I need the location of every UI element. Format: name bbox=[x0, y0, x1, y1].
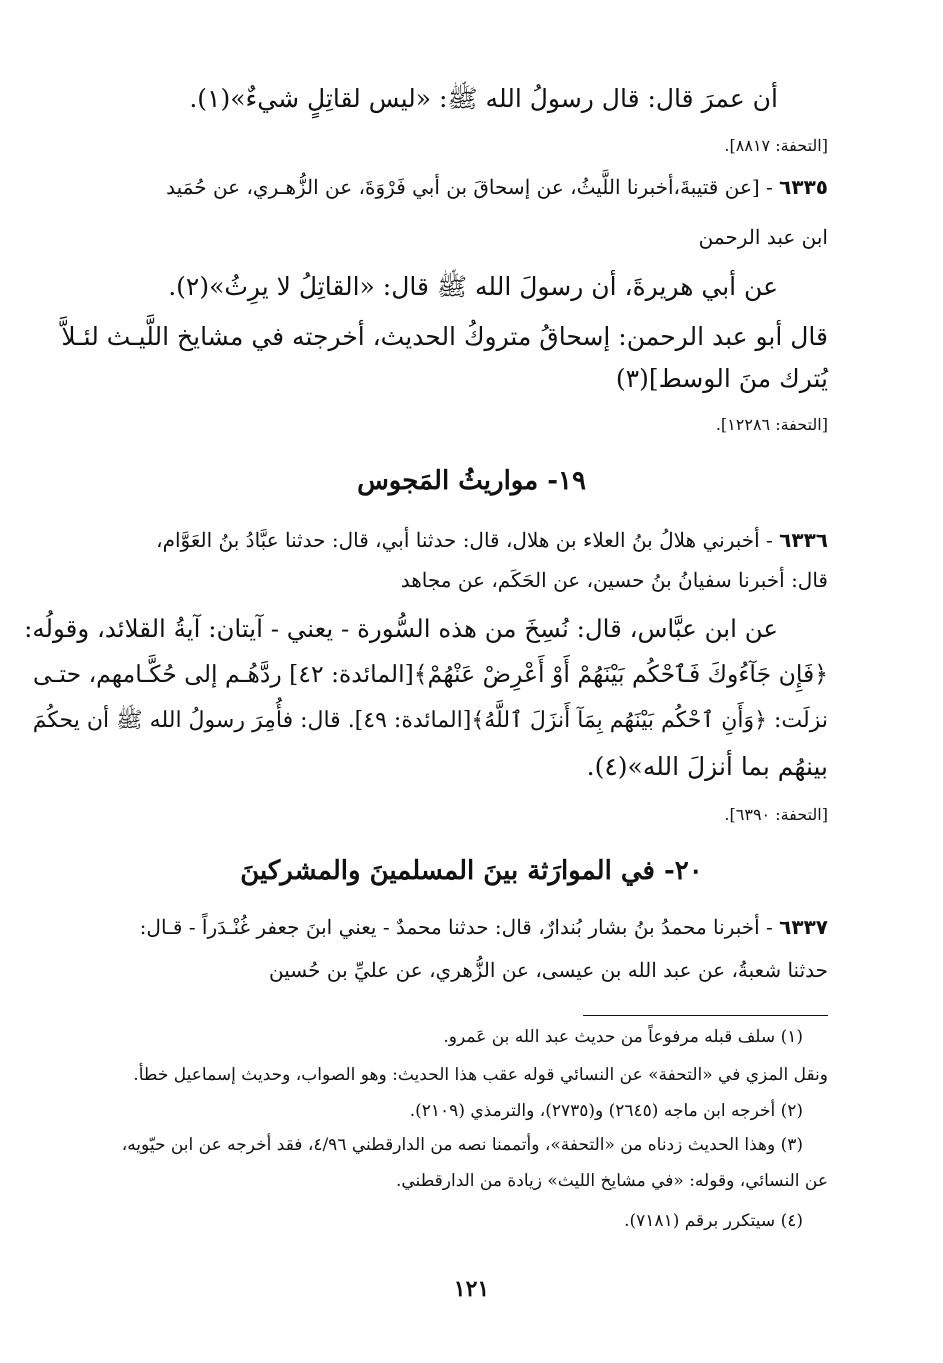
footnote: (٣) وهذا الحديث زدناه من «التحفة»، وأتممنا نصه من الدارقطني ٤/٩٦، فقد أخرجه عن ابن حيّويه، bbox=[121, 1135, 803, 1155]
hadith-line: عن أبي هريرةَ، أن رسولَ الله ﷺ قال: «القاتِلُ لا يرِثُ»(٢). bbox=[168, 272, 778, 301]
isnad-text: - أخبرني هلالُ بنُ العلاء بن هلال، قال: حدثنا أبي، قال: حدثنا عبَّادُ بنُ العَوَّام، bbox=[156, 528, 773, 552]
hadith-6337-isnad bbox=[140, 912, 828, 942]
tuhfa-reference: [التحفة: ٦٣٩٠]. bbox=[724, 805, 828, 824]
isnad-line: حدثنا شعبةُ، عن عبد الله بن عيسى، عن الزُّهري، عن عليِّ بن حُسين bbox=[269, 958, 828, 982]
commentary-line: قال أبو عبد الرحمن: إسحاقُ متروكُ الحديث، أخرجته في مشايخ اللَّيـث لئـلاَّ bbox=[61, 322, 828, 351]
footnote: (١) سلف قبله مرفوعاً من حديث عبد الله بن عَمرو. bbox=[443, 1027, 803, 1047]
chapter-heading-20: ٢٠- في الموارَثة بينَ المسلمينَ والمشركينَ bbox=[240, 856, 703, 886]
hadith-6335-isnad bbox=[166, 172, 828, 202]
hadith-line: بينهُم بما أنزلَ الله»(٤). bbox=[586, 752, 828, 781]
hadith-6336-isnad bbox=[156, 525, 828, 555]
page-number: ١٢١ bbox=[453, 1276, 490, 1302]
hadith-line: نزلَت: ﴿وَأَنِ ٱحْكُم بَيْنَهُم بِمَآ أَنزَلَ ٱللَّهُ﴾[المائدة: ٤٩]. قال: فأُمِرَ رسولُ الله ﷺ أن يحكُمَ bbox=[32, 708, 828, 733]
footnote: (٢) أخرجه ابن ماجه (٢٦٤٥) و(٢٧٣٥)، والترمذي (٢١٠٩). bbox=[409, 1101, 803, 1121]
isnad-text: - أخبرنا محمدُ بنُ بشار بُندارٌ، قال: حدثنا محمدٌ - يعني ابنَ جعفر غُنْـدَراً - قـال: bbox=[139, 915, 773, 939]
hadith-number: ٦٣٣٥ bbox=[779, 175, 828, 199]
isnad-line: ابن عبد الرحمن bbox=[698, 225, 828, 249]
commentary-line: يُترك منَ الوسط](٣) bbox=[615, 364, 828, 393]
isnad-text: - [عن قتيبةَ،أخبرنا اللَّيثُ، عن إسحاقَ بن أبي فَرْوَةَ، عن الزُّهـري، عن حُمَيد bbox=[166, 175, 773, 199]
footnote-separator bbox=[583, 1015, 828, 1016]
hadith-number: ٦٣٣٦ bbox=[779, 528, 828, 552]
footnote: عن النسائي، وقوله: «في مشايخ الليث» زيادة من الدارقطني. bbox=[395, 1171, 828, 1191]
hadith-number: ٦٣٣٧ bbox=[779, 915, 828, 939]
footnote: (٤) سيتكرر برقم (٧١٨١). bbox=[624, 1211, 803, 1231]
tuhfa-reference: [التحفة: ١٢٢٨٦]. bbox=[715, 415, 828, 434]
hadith-line: أن عمرَ قال: قال رسولُ الله ﷺ: «ليس لقاتِلٍ شيءٌ»(١). bbox=[189, 84, 778, 113]
hadith-line: ﴿فَإِن جَآءُوكَ فَٱحْكُم بَيْنَهُمْ أَوْ أَعْرِضْ عَنْهُمْ﴾[المائدة: ٤٢] ردَّهُـم إلى حُكَّـامهم، حتـى bbox=[33, 660, 828, 688]
tuhfa-reference: [التحفة: ٨٨١٧]. bbox=[724, 136, 828, 155]
hadith-line: عن ابن عبَّاس، قال: نُسِخَ من هذه السُّورة - يعني - آيتان: آيةُ القلائد، وقولُه: bbox=[24, 614, 778, 643]
footnote: ونقل المزي في «التحفة» عن النسائي قوله عقب هذا الحديث: وهو الصواب، وحديث إسماعيل خطأ. bbox=[133, 1065, 828, 1085]
chapter-heading-19: ١٩- مواريثُ المَجوس bbox=[357, 466, 586, 496]
isnad-line: قال: أخبرنا سفيانُ بنُ حسين، عن الحَكَم، عن مجاهد bbox=[400, 568, 828, 592]
